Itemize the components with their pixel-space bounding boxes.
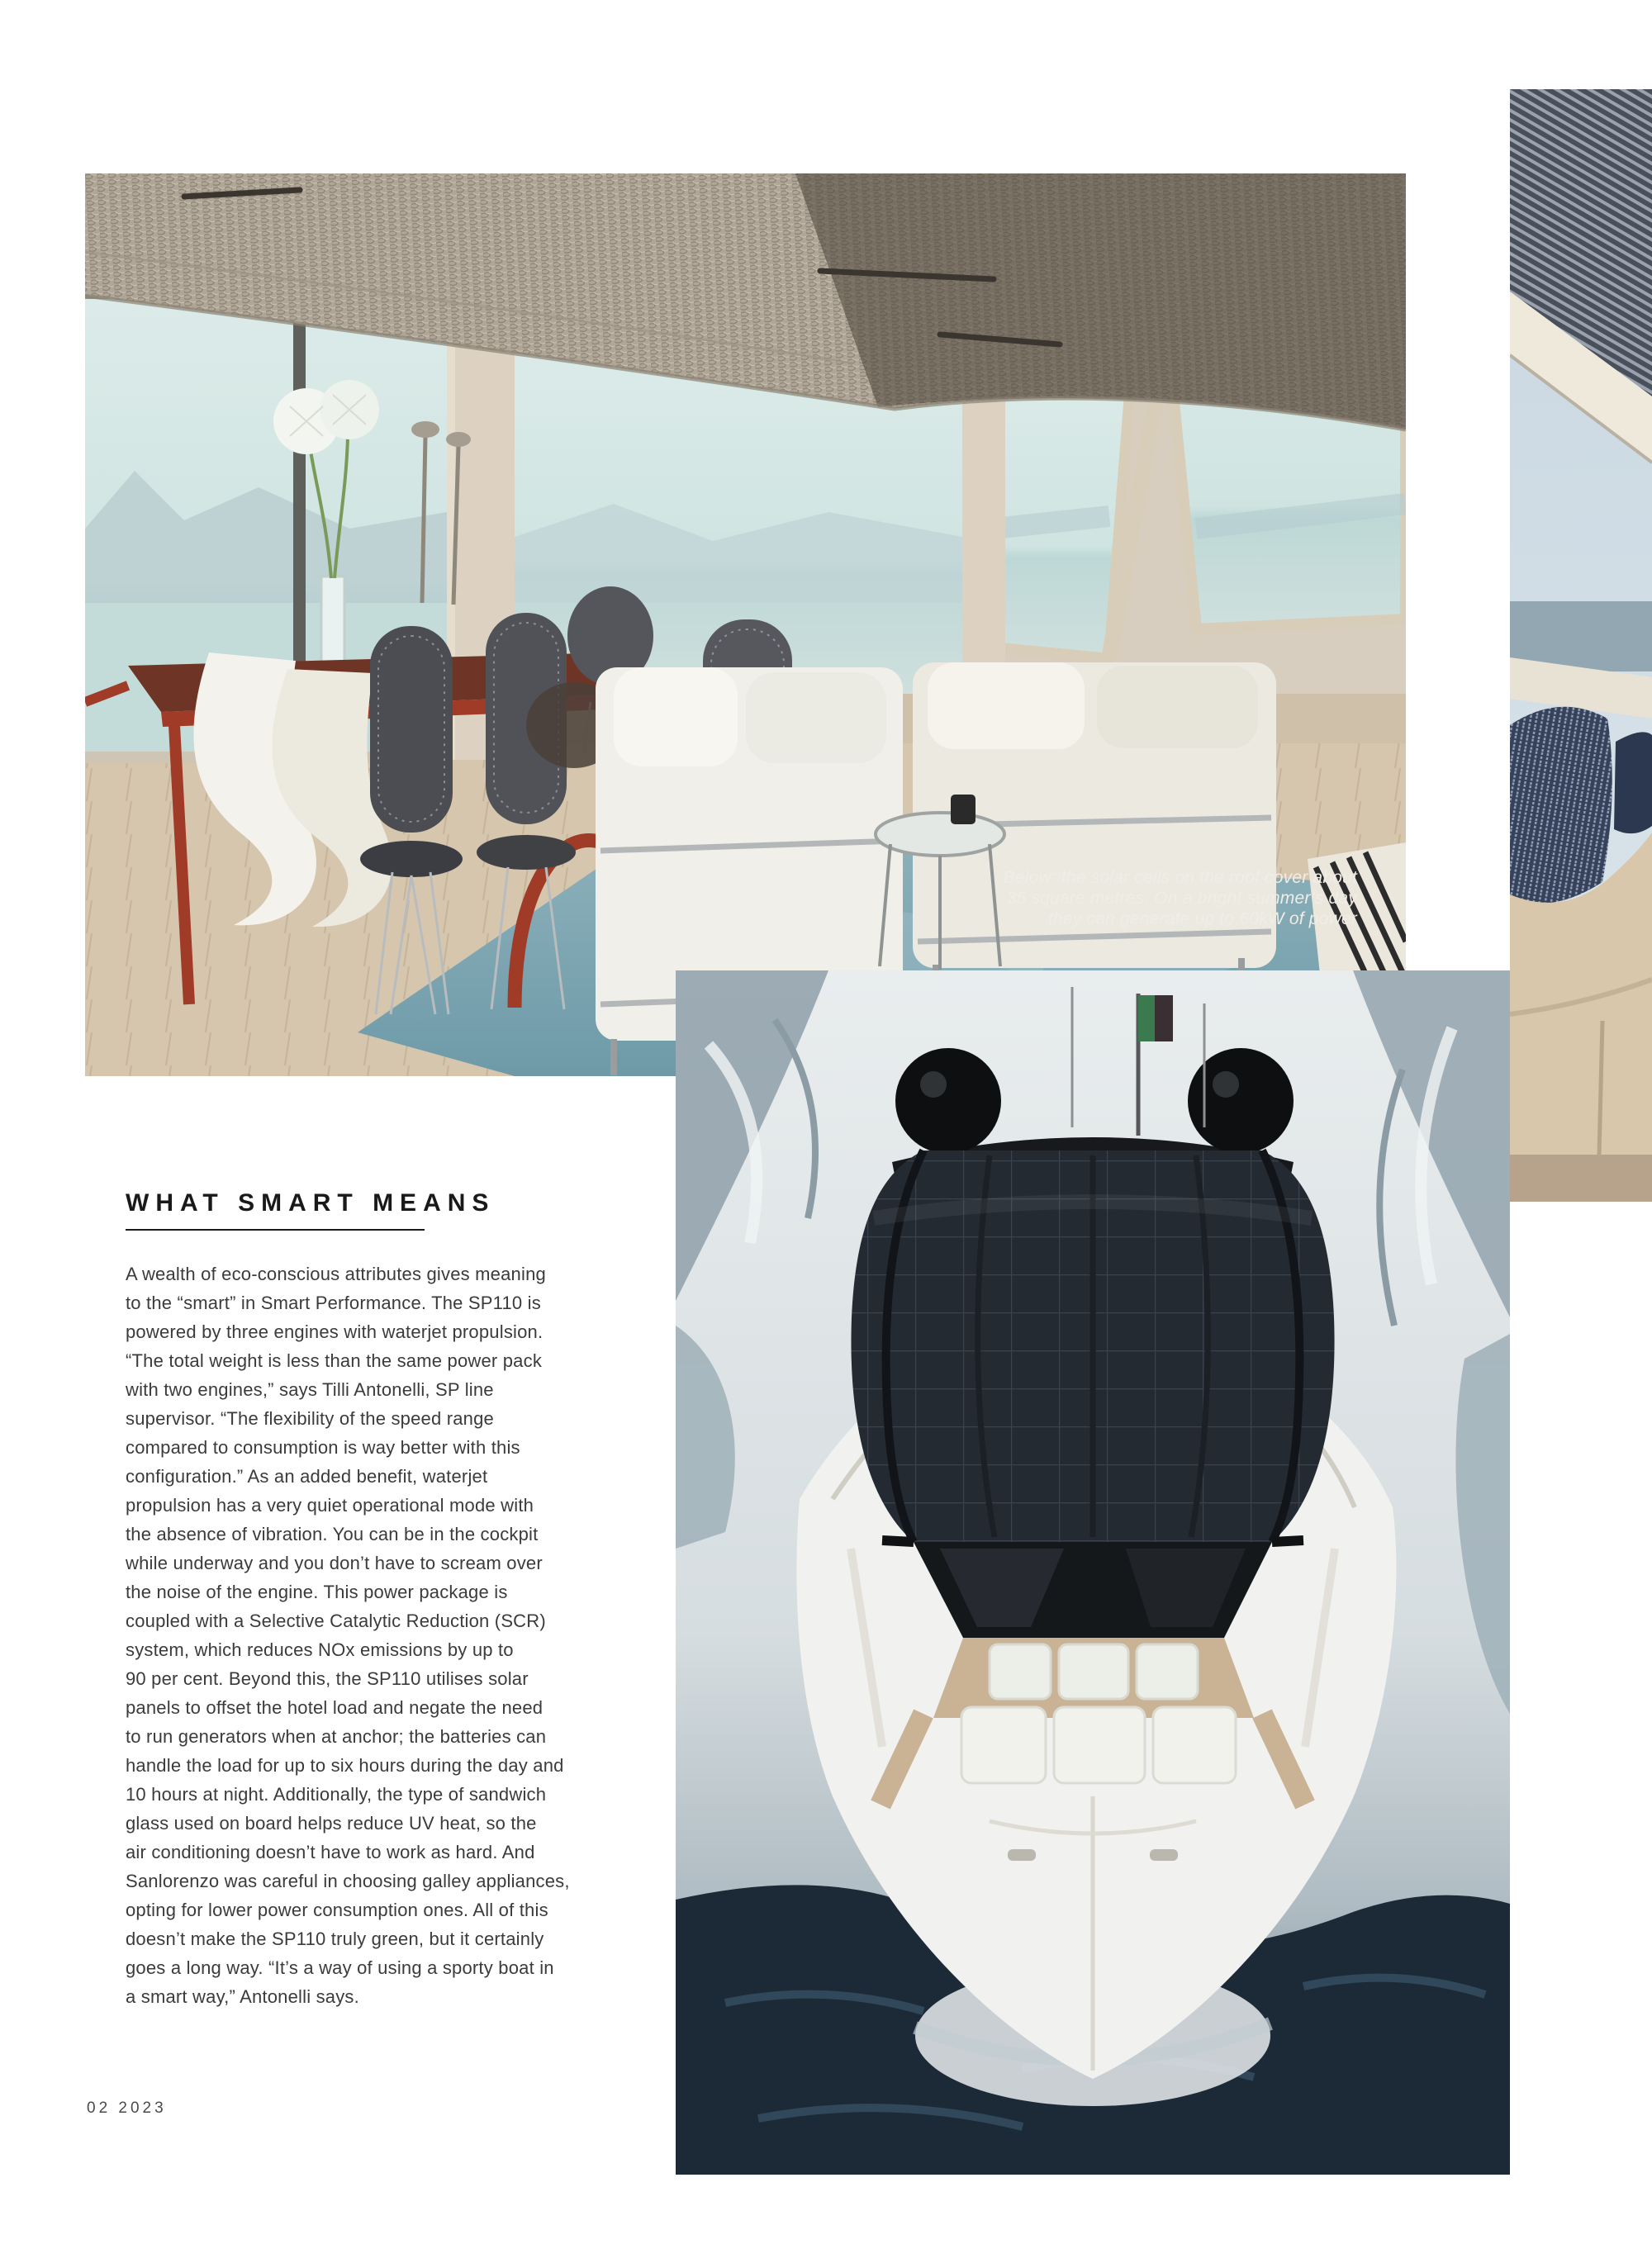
text-line: “The total weight is less than the same power pack [126,1350,543,1371]
text-line: propulsion has a very quiet operational mode with [126,1495,534,1516]
yacht-aerial-photo [676,970,1510,2175]
yacht-illustration [676,970,1510,2175]
interior-illustration [85,173,1406,1076]
text-line: coupled with a Selective Catalytic Reduction (SCR) [126,1611,546,1631]
section-heading: WHAT SMART MEANS [126,1189,496,1217]
article-body-text [126,1260,570,2011]
text-line: goes a long way. “It’s a way of using a sporty boat in [126,1957,554,1978]
flag [1138,995,1155,1041]
detail-illustration [1510,89,1652,1202]
text-line: a smart way,” Antonelli says. [126,1986,359,2007]
text-line: 35 square metres. On a bright summer’s day [1006,889,1357,908]
interior-saloon-photo [85,173,1406,1076]
text-line: the absence of vibration. You can be in the cockpit [126,1524,539,1544]
text-line: A wealth of eco-conscious attributes gives meaning [126,1264,546,1284]
page-footer-issue: 02 2023 [87,2099,167,2117]
text-line: the noise of the engine. This power package is [126,1582,508,1602]
text-line: handle the load for up to six hours during the day and [126,1755,564,1776]
text-line: they can generate up to 60kW of power [1048,909,1357,928]
text-line: configuration.” As an added benefit, waterjet [126,1466,488,1487]
text-line: air conditioning doesn’t have to work as hard. And [126,1842,535,1862]
text-line: while underway and you don’t have to scream over [126,1553,543,1573]
text-line: supervisor. “The flexibility of the speed range [126,1408,494,1429]
text-line: system, which reduces NOx emissions by up to [126,1639,514,1660]
deck-floor [1510,1155,1652,1202]
text-line: to run generators when at anchor; the batteries can [126,1726,547,1747]
sofa-detail-photo [1510,89,1652,1202]
text-line: compared to consumption is way better with this [126,1437,520,1458]
text-line: to the “smart” in Smart Performance. The SP110 is [126,1293,541,1313]
text-line: Below: the solar cells on the roof cover about [1003,868,1357,887]
text-line: panels to offset the hotel load and negate the need [126,1697,544,1718]
heading-rule [126,1229,425,1231]
text-line: glass used on board helps reduce UV heat, so the [126,1813,537,1834]
text-line: Sanlorenzo was careful in choosing galley appliances, [126,1871,570,1891]
text-line: opting for lower power consumption ones. All of this [126,1900,548,1920]
text-line: 90 per cent. Beyond this, the SP110 utilises solar [126,1668,529,1689]
text-line: with two engines,” says Tilli Antonelli, SP line [126,1379,494,1400]
photo-caption [1004,867,1357,929]
text-line: 10 hours at night. Additionally, the type of sandwich [126,1784,547,1805]
text-line: doesn’t make the SP110 truly green, but it certainly [126,1929,544,1949]
text-line: powered by three engines with waterjet propulsion. [126,1321,544,1342]
